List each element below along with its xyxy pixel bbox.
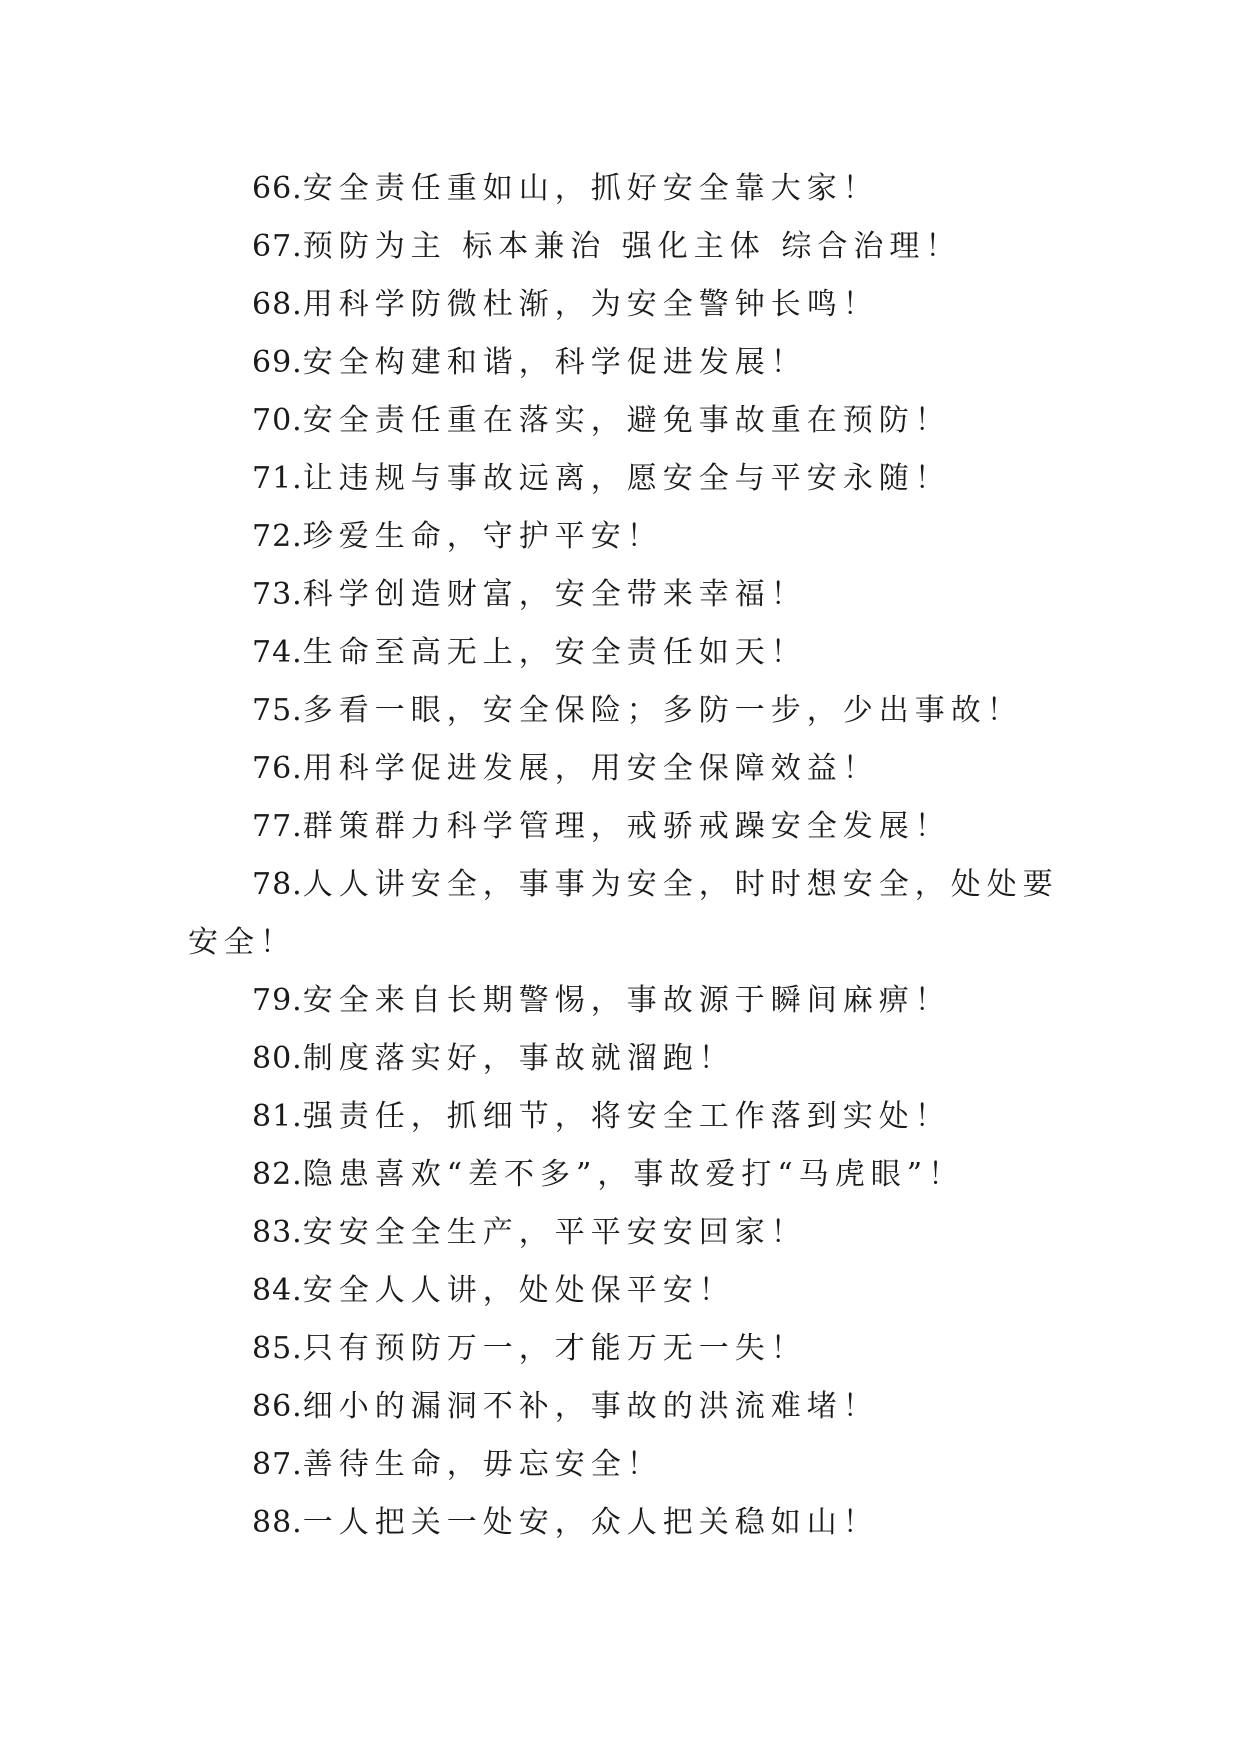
item-number: 68. [252, 287, 303, 322]
item-text: 用科学促进发展，用安全保障效益！ [302, 751, 879, 786]
item-text: 安全来自长期警惕，事故源于瞬间麻痹！ [302, 983, 951, 1018]
list-item [188, 856, 1068, 972]
item-text: 科学创造财富，安全带来幸福！ [302, 577, 807, 612]
item-text: 安全责任重如山，抓好安全靠大家！ [302, 171, 879, 206]
list-item [188, 624, 1068, 682]
list-item [188, 450, 1068, 508]
item-text: 安安全全生产，平平安安回家！ [302, 1215, 807, 1250]
item-number: 73. [252, 577, 303, 612]
list-item [188, 1088, 1068, 1146]
item-number: 79. [252, 983, 303, 1018]
item-text: 一人把关一处安，众人把关稳如山！ [302, 1505, 879, 1540]
list-item [188, 798, 1068, 856]
item-number: 80. [252, 1041, 303, 1076]
item-text: 安全人人讲，处处保平安！ [302, 1273, 735, 1308]
item-text: 细小的漏洞不补，事故的洪流难堵！ [302, 1389, 879, 1424]
item-number: 83. [252, 1215, 303, 1250]
item-number: 82. [252, 1157, 303, 1192]
list-item [188, 160, 1068, 218]
item-text: 强责任，抓细节，将安全工作落到实处！ [302, 1099, 951, 1134]
list-item [188, 276, 1068, 334]
item-number: 86. [252, 1389, 303, 1424]
item-text: 生命至高无上，安全责任如天！ [302, 635, 807, 670]
item-text: 安全责任重在落实，避免事故重在预防！ [302, 403, 951, 438]
item-number: 71. [252, 461, 303, 496]
list-item [188, 1494, 1068, 1552]
item-number: 88. [252, 1505, 303, 1540]
list-item [188, 508, 1068, 566]
item-text: 让违规与事故远离，愿安全与平安永随！ [302, 461, 951, 496]
list-item [188, 1030, 1068, 1088]
list-item [188, 972, 1068, 1030]
item-number: 66. [252, 171, 303, 206]
item-text: 只有预防万一，才能万无一失！ [302, 1331, 807, 1366]
item-number: 70. [252, 403, 303, 438]
list-item [188, 1146, 1068, 1204]
list-item [188, 1262, 1068, 1320]
item-number: 76. [252, 751, 303, 786]
item-number: 67. [252, 229, 303, 264]
list-item [188, 392, 1068, 450]
item-number: 74. [252, 635, 303, 670]
item-text: 预防为主 标本兼治 强化主体 综合治理！ [302, 229, 962, 264]
list-item [188, 1378, 1068, 1436]
item-text: 隐患喜欢“差不多”，事故爱打“马虎眼”！ [302, 1157, 965, 1192]
list-item [188, 1204, 1068, 1262]
item-number: 75. [252, 693, 303, 728]
list-item [188, 218, 1068, 276]
item-text: 人人讲安全，事事为安全，时时想安全，处处要安全！ [188, 867, 1059, 960]
item-text: 群策群力科学管理，戒骄戒躁安全发展！ [302, 809, 951, 844]
item-number: 84. [252, 1273, 303, 1308]
list-item [188, 334, 1068, 392]
list-item [188, 1436, 1068, 1494]
item-text: 珍爱生命，守护平安！ [302, 519, 663, 554]
item-number: 77. [252, 809, 303, 844]
item-text: 制度落实好，事故就溜跑！ [302, 1041, 735, 1076]
item-text: 善待生命，毋忘安全！ [302, 1447, 663, 1482]
list-item [188, 566, 1068, 624]
item-text: 多看一眼，安全保险；多防一步，少出事故！ [302, 693, 1023, 728]
item-number: 78. [252, 867, 303, 902]
list-item [188, 740, 1068, 798]
item-number: 72. [252, 519, 303, 554]
item-number: 87. [252, 1447, 303, 1482]
item-number: 81. [252, 1099, 303, 1134]
list-item [188, 682, 1068, 740]
item-text: 用科学防微杜渐，为安全警钟长鸣！ [302, 287, 879, 322]
item-text: 安全构建和谐，科学促进发展！ [302, 345, 807, 380]
list-item [188, 1320, 1068, 1378]
item-number: 69. [252, 345, 303, 380]
slogan-list [188, 160, 1068, 1552]
item-number: 85. [252, 1331, 303, 1366]
